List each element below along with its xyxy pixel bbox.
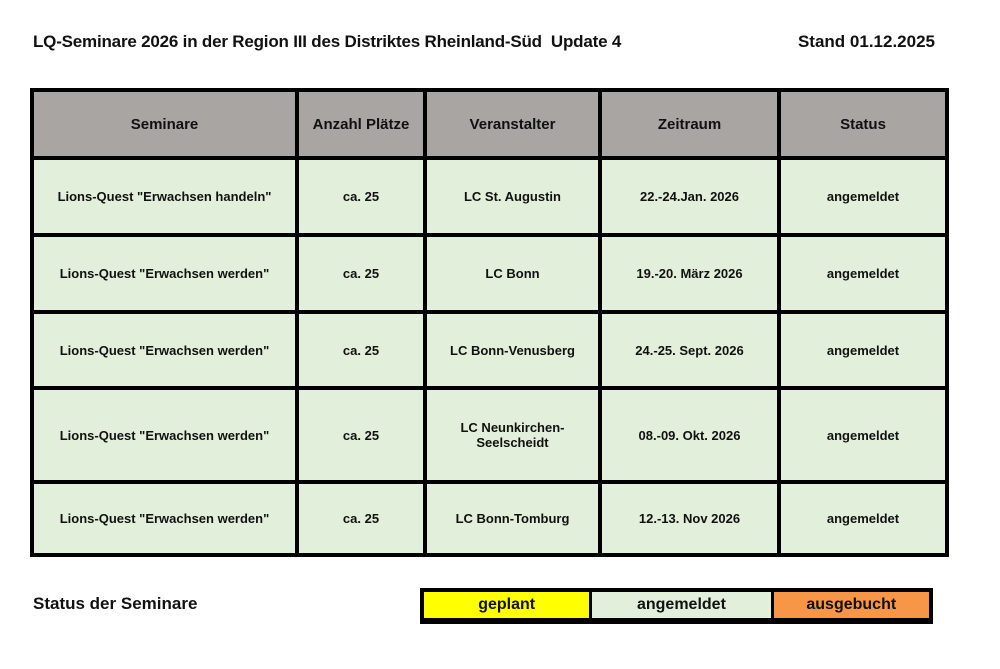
seminar-table-wrap [30,88,945,557]
table-row [32,158,947,235]
cell-zeitraum: 19.-20. März 2026 [600,235,779,312]
cell-seminar: Lions-Quest "Erwachsen handeln" [32,158,297,235]
legend-item-angemeldet: angemeldet [592,592,770,618]
cell-seminar: Lions-Quest "Erwachsen werden" [32,388,297,482]
table-header-row [32,90,947,158]
legend-title: Status der Seminare [33,594,198,613]
cell-plaetze: ca. 25 [297,235,425,312]
legend-item-ausgebucht: ausgebucht [774,592,929,618]
column-header-seminare: Seminare [32,90,297,158]
cell-veranstalter: LC Bonn [425,235,600,312]
table-row [32,482,947,555]
cell-status: angemeldet [779,312,947,388]
title-row [33,32,935,52]
column-header-status: Status [779,90,947,158]
cell-plaetze: ca. 25 [297,312,425,388]
legend-item-geplant: geplant [424,592,589,618]
cell-veranstalter: LC Neunkirchen-Seelscheidt [425,388,600,482]
cell-zeitraum: 22.-24.Jan. 2026 [600,158,779,235]
cell-status: angemeldet [779,482,947,555]
status-legend [420,588,933,624]
cell-status: angemeldet [779,235,947,312]
cell-zeitraum: 08.-09. Okt. 2026 [600,388,779,482]
cell-plaetze: ca. 25 [297,388,425,482]
table-row [32,235,947,312]
cell-plaetze: ca. 25 [297,158,425,235]
cell-seminar: Lions-Quest "Erwachsen werden" [32,312,297,388]
stand-date: Stand 01.12.2025 [797,32,935,51]
table-row [32,388,947,482]
column-header-veranstalter: Veranstalter [425,90,600,158]
cell-status: angemeldet [779,158,947,235]
cell-seminar: Lions-Quest "Erwachsen werden" [32,235,297,312]
column-header-zeitraum: Zeitraum [600,90,779,158]
cell-zeitraum: 24.-25. Sept. 2026 [600,312,779,388]
table-row [32,312,947,388]
cell-veranstalter: LC St. Augustin [425,158,600,235]
seminar-table [30,88,949,557]
column-header-anzahl-plaetze: Anzahl Plätze [297,90,425,158]
cell-status: angemeldet [779,388,947,482]
cell-plaetze: ca. 25 [297,482,425,555]
cell-seminar: Lions-Quest "Erwachsen werden" [32,482,297,555]
cell-veranstalter: LC Bonn-Tomburg [425,482,600,555]
cell-veranstalter: LC Bonn-Venusberg [425,312,600,388]
page-title: LQ-Seminare 2026 in der Region III des Distriktes Rheinland-Süd Update 4 [33,32,622,51]
cell-zeitraum: 12.-13. Nov 2026 [600,482,779,555]
